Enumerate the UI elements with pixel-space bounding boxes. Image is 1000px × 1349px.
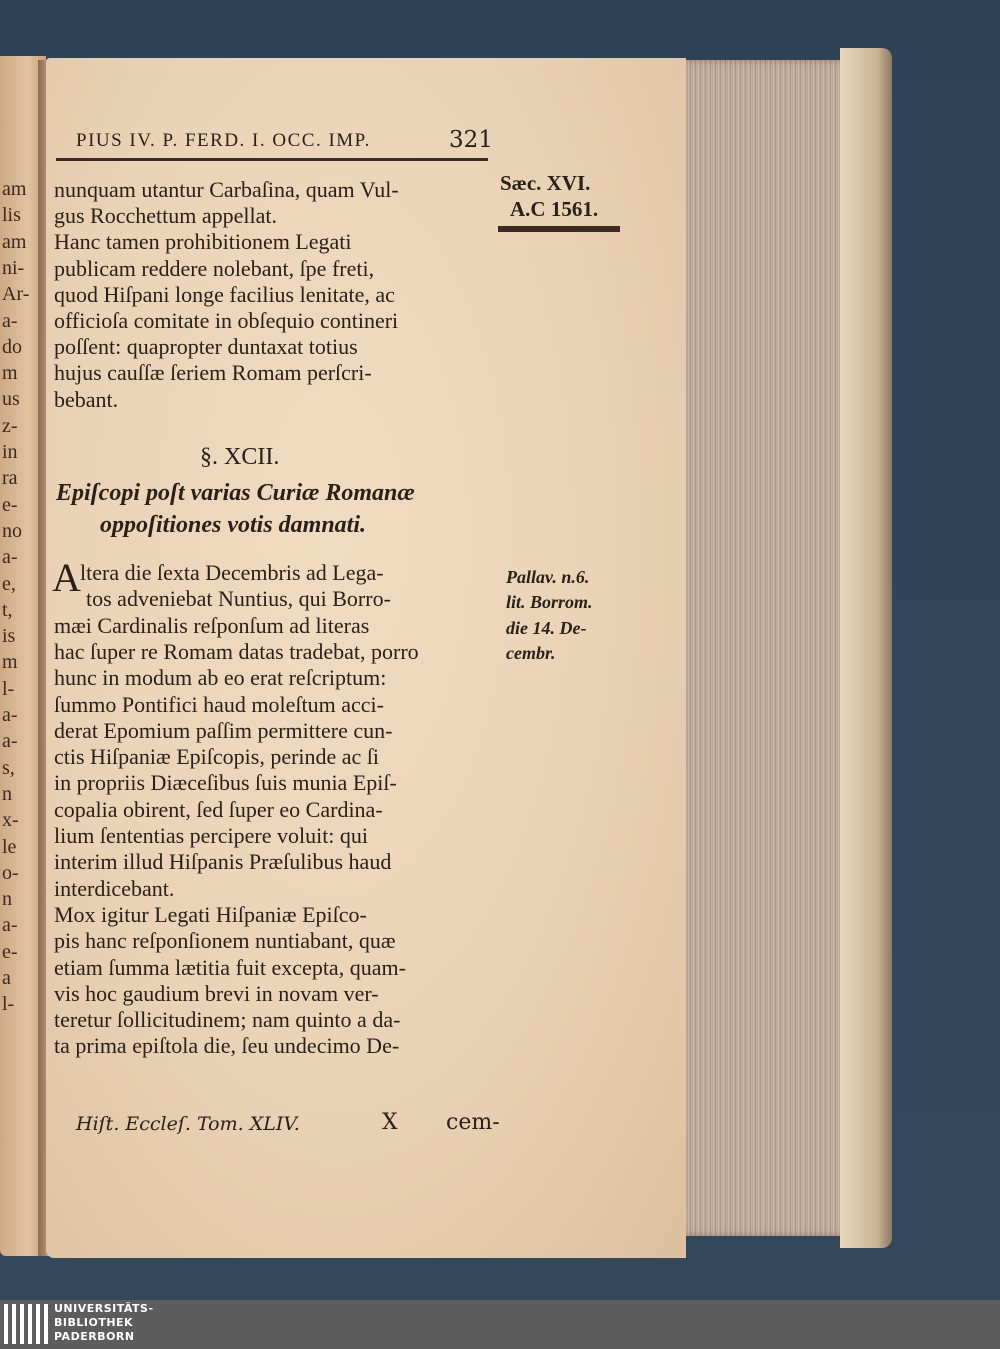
footer-signature: Hiſt. Eccleſ. Tom. XLIV. [76,1113,300,1135]
text-line: ta prima epiſtola die, ſeu undecimo De- [54,1033,400,1059]
left-page-fragment-text: e- [2,940,18,963]
text-line: ſummo Pontifici haud moleſtum acci- [54,691,384,717]
left-page-fragment-text: z- [2,414,18,437]
text-line: vis hoc gaudium brevi in novam ver- [54,980,379,1006]
footer-gathering-mark: X [382,1110,398,1135]
page-number: 321 [449,127,493,153]
section-heading-line-1: Epiſcopi poſt varias Curiæ Romanæ [56,480,415,506]
text-line: teretur ſollicitudinem; nam quinto a da- [54,1007,401,1033]
left-page-fragment-text: l- [2,993,15,1016]
left-page-fragment-text: lis [2,204,21,227]
text-line: hac ſuper re Romam datas tradebat, porro [54,638,419,664]
text-line: pis hanc reſponſionem nuntiabant, quæ [54,928,396,954]
left-page-fragment-text: n [2,782,12,805]
page-block-edge [682,60,848,1236]
footer-catchword: cem- [446,1110,500,1135]
margin-note-line: lit. Borrom. [506,592,593,612]
text-line: officioſa comitate in obſequio contineri [54,308,399,333]
left-page-fragment-text: no [2,519,22,542]
section-number: §. XCII. [200,444,280,470]
text-line: bebant. [54,386,119,412]
left-page-fragment-text: us [2,388,20,411]
left-page-fragment-text: e- [2,493,18,516]
left-page-fragment-text: m [2,362,18,385]
margin-year-1: Sæc. XVI. [500,171,591,195]
left-page-fragment-text: x- [2,809,19,832]
text-line: etiam ſumma lætitia fuit excepta, quam- [54,954,406,980]
text-line: publicam reddere nolebant, ſpe freti, [54,255,375,281]
text-line: hunc in modum ab eo erat reſcriptum: [54,665,387,691]
text-line: poſſent: quapropter duntaxat totius [54,334,358,360]
text-line: Mox igitur Legati Hiſpaniæ Epiſco- [54,901,367,927]
text-line: mæi Cardinalis reſponſum ad literas [54,612,370,638]
left-page-fragment-text: am [2,178,27,200]
book-cover-edge [840,48,892,1248]
text-line: interdicebant. [54,875,175,901]
left-page-fragment-text: Ar- [2,283,30,306]
library-name-line-2: BIBLIOTHEK [54,1316,134,1329]
section-heading-line-2: oppoſitiones votis damnati. [100,512,367,538]
left-page-fragment-text: is [2,625,16,648]
left-page-fragment-text: le [2,835,17,858]
left-page-fragment-text: l- [2,677,15,700]
left-page-fragment-text: n [2,888,12,911]
text-line: hujus cauſſæ ſeriem Romam perſcri- [54,360,372,386]
left-page-fragment-text: ni- [2,256,25,279]
left-page-fragment-text: am [2,230,27,253]
left-page-fragment-text: a- [2,309,18,332]
left-page-fragment-text: do [2,335,22,358]
margin-rule [498,226,620,232]
text-line: in propriis Diæceſibus ſuis munia Epiſ- [54,770,397,796]
text-line: nunquam utantur Carbaſina, quam Vul- [54,177,399,202]
text-line: interim illud Hiſpanis Præſulibus haud [54,849,392,875]
library-name-line-3: PADERBORN [54,1330,135,1343]
left-page-fragment-text: a- [2,914,18,937]
text-line: ltera die ſexta Decembris ad Lega- [80,560,384,585]
margin-note-line: Pallav. n.6. [506,567,590,587]
text-line: tos adveniebat Nuntius, qui Borro- [86,586,391,612]
left-page-fragment-text: t, [2,598,13,621]
text-line: lium ſententias percipere voluit: qui [54,823,369,848]
text-line: gus Rocchettum appellat. [54,203,277,229]
margin-note-line: cembr. [506,643,556,663]
left-page-fragment-text: a- [2,704,18,726]
left-page-fragment-text: a- [2,546,18,569]
margin-note-line: die 14. De- [506,618,587,638]
left-page-fragment-text: s, [2,756,15,779]
left-page-fragment-text: a [2,967,11,989]
left-page-fragment-text: ra [2,467,18,490]
text-line: Hanc tamen prohibitionem Legati [54,229,352,255]
text-line: derat Epomium paſſim permittere cun- [54,717,393,743]
left-page-fragment-text: in [2,441,18,463]
text-line: ctis Hiſpaniæ Epiſcopis, perinde ac ſi [54,744,380,770]
left-page-fragment-text: m [2,651,18,674]
running-head: PIUS IV. P. FERD. I. OCC. IMP. [76,130,371,151]
text-line: quod Hiſpani longe facilius lenitate, ac [54,281,395,307]
library-logo-icon [4,1304,48,1344]
left-page-fragment-text: e, [2,572,16,595]
library-name-line-1: UNIVERSITÄTS- [54,1302,154,1315]
margin-year-2: A.C 1561. [510,197,599,221]
left-page-fragment-text: o- [2,861,19,884]
text-line: copalia obirent, ſed ſuper eo Cardina- [54,796,383,822]
drop-cap: A [52,555,81,600]
header-rule [56,158,488,161]
left-page-fragment-text: a- [2,730,18,753]
